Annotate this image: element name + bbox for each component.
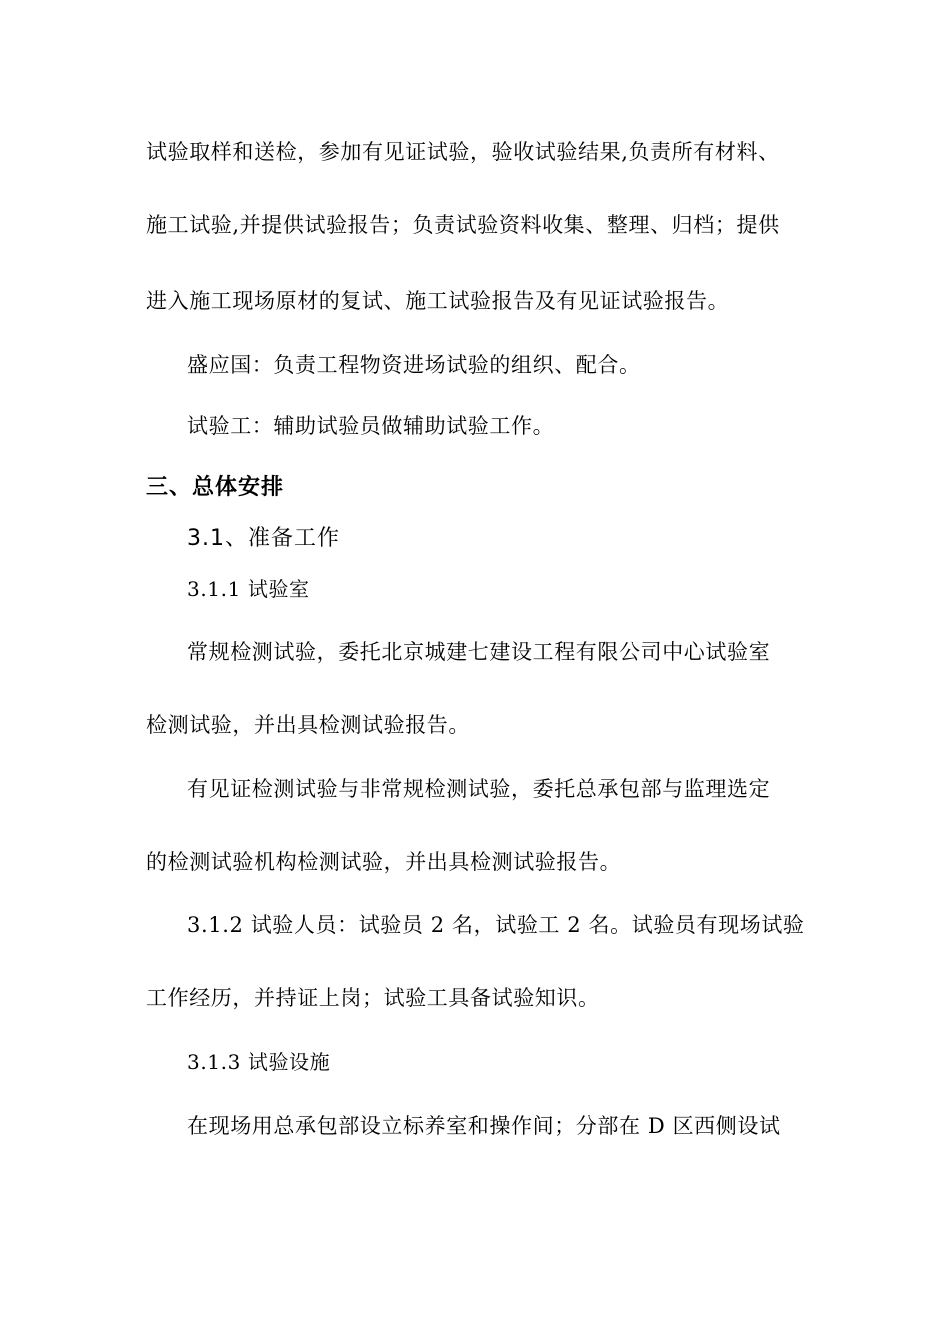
paragraph-line: 盛应国：负责工程物资进场试验的组织、配合。 xyxy=(187,353,641,377)
paragraph-line: 3.1.2 试验人员：试验员 2 名，试验工 2 名。试验员有现场试验 xyxy=(187,913,805,937)
paragraph-line: 的检测试验机构检测试验，并出具检测试验报告。 xyxy=(146,850,622,874)
paragraph-line: 在现场用总承包部设立标养室和操作间；分部在 D 区西侧设试 xyxy=(187,1114,781,1138)
paragraph-line: 进入施工现场原材的复试、施工试验报告及有见证试验报告。 xyxy=(146,289,730,313)
paragraph-line: 试验工：辅助试验员做辅助试验工作。 xyxy=(187,414,555,438)
section-heading: 三、总体安排 xyxy=(146,475,285,500)
paragraph-line: 检测试验，并出具检测试验报告。 xyxy=(146,713,470,737)
paragraph-line: 试验取样和送检，参加有见证试验，验收试验结果,负责所有材料、 xyxy=(146,140,780,164)
paragraph-line: 常规检测试验，委托北京城建七建设工程有限公司中心试验室 xyxy=(187,640,771,664)
subsubsection-heading: 3.1.3 试验设施 xyxy=(187,1050,331,1074)
subsubsection-heading: 3.1.1 试验室 xyxy=(187,577,310,601)
paragraph-line: 工作经历，并持证上岗；试验工具备试验知识。 xyxy=(146,986,600,1010)
subsection-heading: 3.1、准备工作 xyxy=(187,526,340,551)
paragraph-line: 施工试验,并提供试验报告；负责试验资料收集、整理、归档；提供 xyxy=(146,213,780,237)
paragraph-line: 有见证检测试验与非常规检测试验，委托总承包部与监理选定 xyxy=(187,777,771,801)
